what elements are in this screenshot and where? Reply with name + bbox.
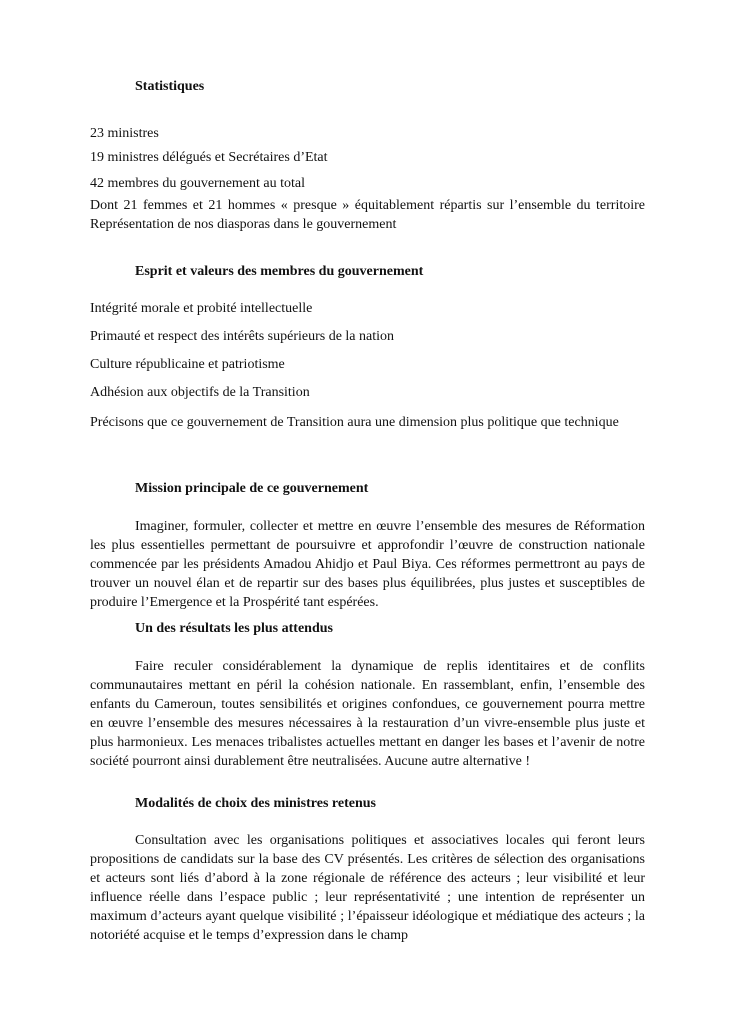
values-heading: Esprit et valeurs des membres du gouvernement bbox=[135, 264, 424, 279]
results-heading: Un des résultats les plus attendus bbox=[135, 621, 333, 636]
values-note: Précisons que ce gouvernement de Transition aura une dimension plus politique que technique bbox=[90, 415, 619, 430]
values-item-4: Adhésion aux objectifs de la Transition bbox=[90, 385, 310, 400]
values-item-3: Culture républicaine et patriotisme bbox=[90, 357, 285, 372]
selection-heading: Modalités de choix des ministres retenus bbox=[135, 796, 376, 811]
selection-text: Consultation avec les organisations politiques et associatives locales qui feront leurs propositions de candidats sur la base des CV présentés. Les critères de sélection des organisations et acteurs sont liés d’abord à la zone régionale de référence des acteurs ; leur visibilité et leur influence réelle dans l’espace public ; leur représentativité ; une intention de représenter un maximum d’acteurs ayant quelque visibilité ; l’épaisseur idéologique et médiatique des acteurs ; la notoriété acquise et le temps d’expression dans le champ bbox=[90, 833, 645, 943]
stats-distribution: Dont 21 femmes et 21 hommes « presque » équitablement répartis sur l’ensemble du territoire Représentation de nos diasporas dans le gouvernement bbox=[90, 198, 645, 232]
stats-heading: Statistiques bbox=[135, 79, 205, 94]
values-item-1: Intégrité morale et probité intellectuelle bbox=[90, 301, 313, 316]
stats-ministers: 23 ministres bbox=[90, 126, 159, 141]
mission-text: Imaginer, formuler, collecter et mettre en œuvre l’ensemble des mesures de Réformation les plus essentielles permettant de poursuivre et approfondir l’œuvre de construction nationale commencée par les présidents Amadou Ahidjo et Paul Biya. Ces réformes permettront au pays de trouver un nouvel élan et de repartir sur des bases plus équilibrées, plus justes et susceptibles de produire l’Emergence et la Prospérité tant espérées. bbox=[90, 519, 645, 610]
stats-delegates: 19 ministres délégués et Secrétaires d’Etat bbox=[90, 150, 328, 165]
mission-heading: Mission principale de ce gouvernement bbox=[135, 481, 369, 496]
values-item-2: Primauté et respect des intérêts supérieurs de la nation bbox=[90, 329, 395, 344]
stats-total: 42 membres du gouvernement au total bbox=[90, 176, 305, 191]
results-text: Faire reculer considérablement la dynamique de replis identitaires et de conflits communautaires mettant en péril la cohésion nationale. En rassemblant, enfin, l’ensemble des enfants du Cameroun, toutes sensibilités et origines confondues, ce gouvernement pourra mettre en œuvre l’ensemble des mesures nécessaires à la restauration d’un vivre-ensemble plus juste et plus harmonieux. Les menaces tribalistes actuelles mettant en danger les bases et l’avenir de notre société pourront ainsi durablement être neutralisées. Aucune autre alternative ! bbox=[90, 659, 645, 769]
